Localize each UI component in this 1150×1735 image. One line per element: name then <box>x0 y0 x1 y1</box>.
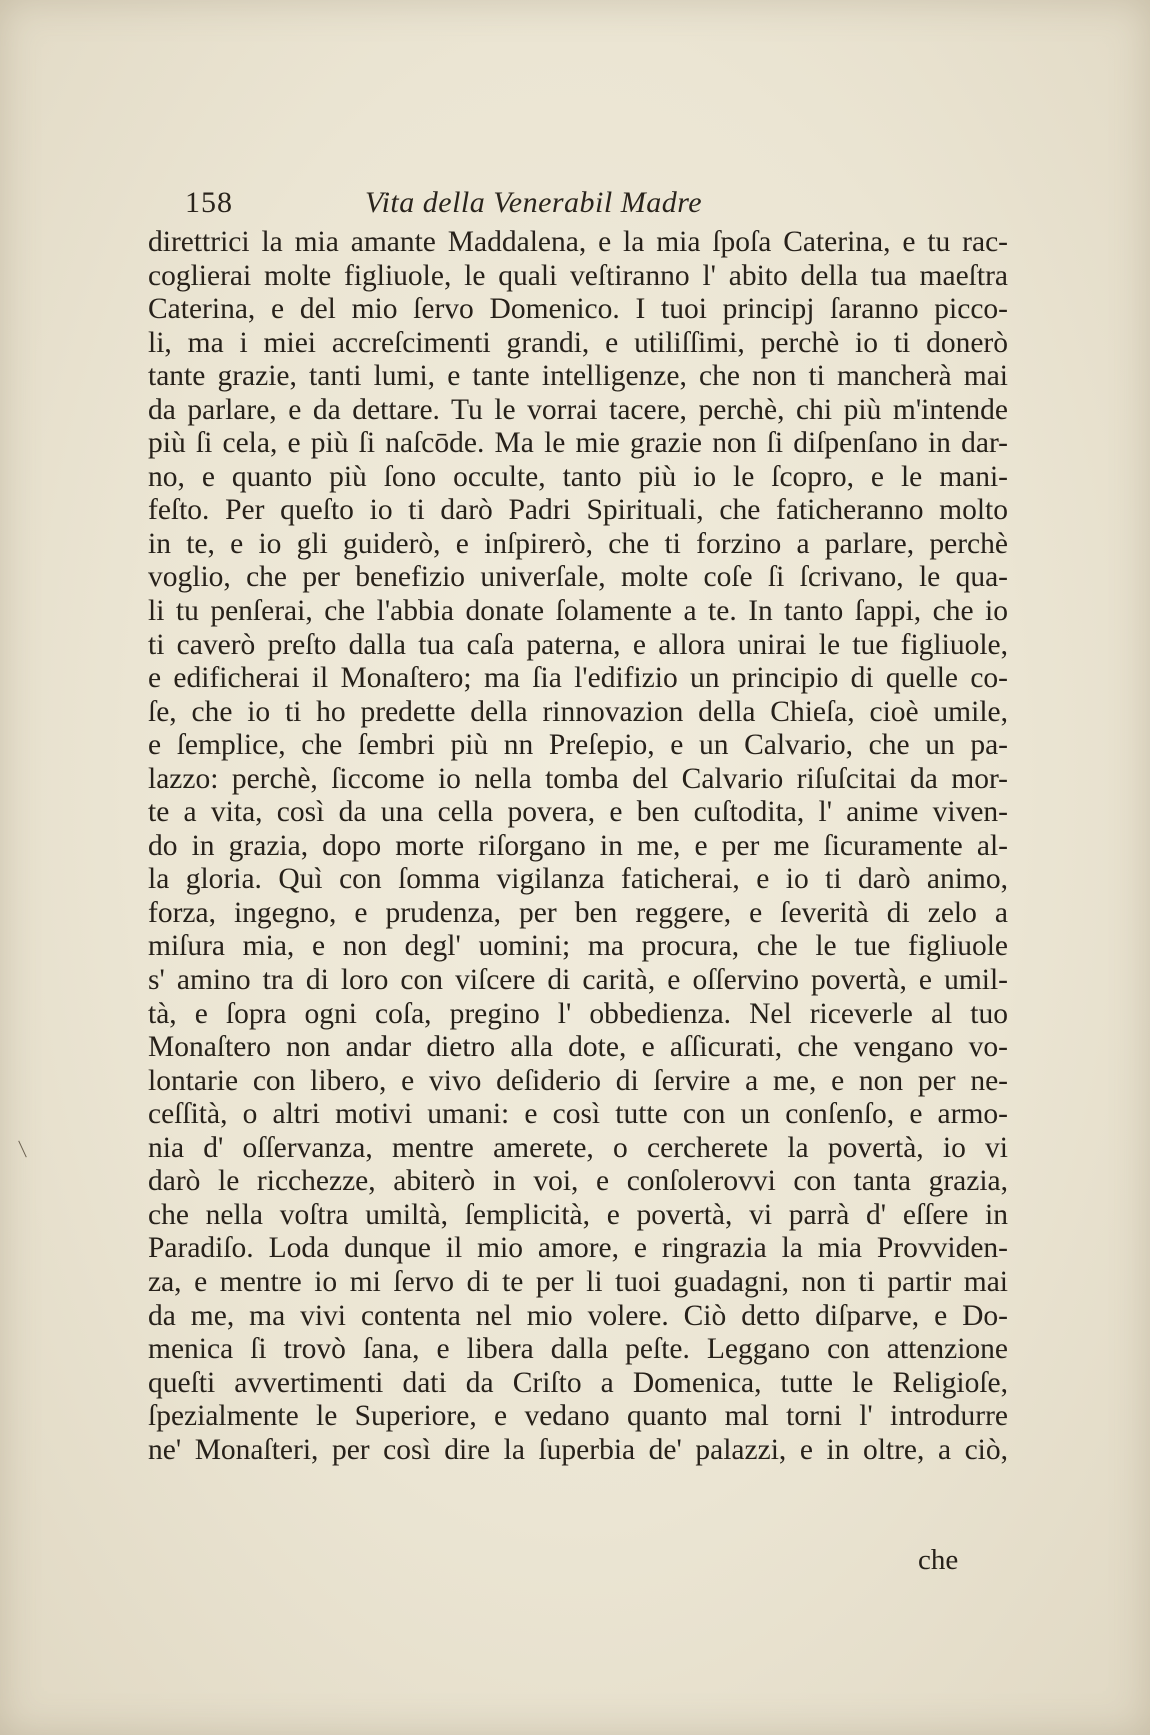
text-line: che nella voſtra umiltà, ſemplicità, e povertà, vi parrà d' eſſere in <box>148 1198 1008 1231</box>
text-line: e edificherai il Monaſtero; ma ſia l'edifizio un principio di quelle co- <box>148 662 1008 695</box>
text-line: da me, ma vivi contenta nel mio volere. Ciò detto diſparve, e Do- <box>148 1299 1008 1332</box>
body-text <box>148 226 1008 1467</box>
text-line: lazzo: perchè, ſiccome io nella tomba del Calvario riſuſcitai da mor- <box>148 762 1008 795</box>
text-line: feſto. Per queſto io ti darò Padri Spirituali, che faticheranno molto <box>148 494 1008 527</box>
running-head <box>185 186 755 226</box>
text-line: do in grazia, dopo morte riſorgano in me, e per me ſicuramente al- <box>148 829 1008 862</box>
text-line: Monaſtero non andar dietro alla dote, e aſſicurati, che vengano vo- <box>148 1031 1008 1064</box>
running-title: Vita della Venerabil Madre <box>365 186 703 219</box>
page-number: 158 <box>185 186 233 219</box>
text-line: e ſemplice, che ſembri più nn Preſepio, e un Calvario, che un pa- <box>148 729 1008 762</box>
text-line: lontarie con libero, e vivo deſiderio di ſervire a me, e non per ne- <box>148 1064 1008 1097</box>
text-line: queſti avvertimenti dati da Criſto a Domenica, tutte le Religioſe, <box>148 1366 1008 1399</box>
text-line: voglio, che per benefizio univerſale, molte coſe ſi ſcrivano, le qua- <box>148 561 1008 594</box>
text-line: in te, e io gli guiderò, e inſpirerò, che ti forzino a parlare, perchè <box>148 527 1008 560</box>
text-line: ſpezialmente le Superiore, e vedano quanto mal torni l' introdurre <box>148 1400 1008 1433</box>
text-line: direttrici la mia amante Maddalena, e la mia ſpoſa Caterina, e tu rac- <box>148 226 1008 258</box>
catchword: che <box>918 1544 959 1576</box>
text-line: li tu penſerai, che l'abbia donate ſolamente a te. In tanto ſappi, che io <box>148 595 1008 628</box>
text-line: forza, ingegno, e prudenza, per ben reggere, e ſeverità di zelo a <box>148 896 1008 929</box>
text-line: miſura mia, e non degl' uomini; ma procura, che le tue figliuole <box>148 930 1008 963</box>
paper-mark <box>18 1141 27 1158</box>
text-line: tà, e ſopra ogni coſa, pregino l' obbedienza. Nel riceverle al tuo <box>148 997 1008 1030</box>
text-line: Caterina, e del mio ſervo Domenico. I tuoi principj ſaranno picco- <box>148 293 1008 326</box>
text-line: tante grazie, tanti lumi, e tante intelligenze, che non ti mancherà mai <box>148 360 1008 393</box>
text-line: la gloria. Quì con ſomma vigilanza faticherai, e io ti darò animo, <box>148 863 1008 896</box>
text-line: li, ma i miei accreſcimenti grandi, e utiliſſimi, perchè io ti donerò <box>148 326 1008 359</box>
text-line: nia d' oſſervanza, mentre amerete, o cercherete la povertà, io vi <box>148 1131 1008 1164</box>
text-line: Paradiſo. Loda dunque il mio amore, e ringrazia la mia Provviden- <box>148 1232 1008 1265</box>
text-line: più ſi cela, e più ſi naſcōde. Ma le mie grazie non ſi diſpenſano in dar- <box>148 427 1008 460</box>
text-line: no, e quanto più ſono occulte, tanto più io le ſcopro, e le mani- <box>148 460 1008 493</box>
text-line: ceſſità, o altri motivi umani: e così tutte con un conſenſo, e armo- <box>148 1098 1008 1131</box>
text-line: da parlare, e da dettare. Tu le vorrai tacere, perchè, chi più m'intende <box>148 393 1008 426</box>
text-line: te a vita, così da una cella povera, e ben cuſtodita, l' anime viven- <box>148 796 1008 829</box>
text-line: coglierai molte figliuole, le quali veſtiranno l' abito della tua maeſtra <box>148 259 1008 292</box>
text-line: za, e mentre io mi ſervo di te per li tuoi guadagni, non ti partir mai <box>148 1265 1008 1298</box>
text-line: darò le ricchezze, abiterò in voi, e conſolerovvi con tanta grazia, <box>148 1165 1008 1198</box>
text-line: ne' Monaſteri, per così dire la ſuperbia de' palazzi, e in oltre, a ciò, <box>148 1433 1008 1466</box>
text-line: menica ſi trovò ſana, e libera dalla peſte. Leggano con attenzione <box>148 1333 1008 1366</box>
text-line: s' amino tra di loro con viſcere di carità, e oſſervino povertà, e umil- <box>148 964 1008 997</box>
text-line: ſe, che io ti ho predette della rinnovazion della Chieſa, cioè umile, <box>148 695 1008 728</box>
text-line: ti caverò preſto dalla tua caſa paterna, e allora unirai le tue figliuole, <box>148 628 1008 661</box>
